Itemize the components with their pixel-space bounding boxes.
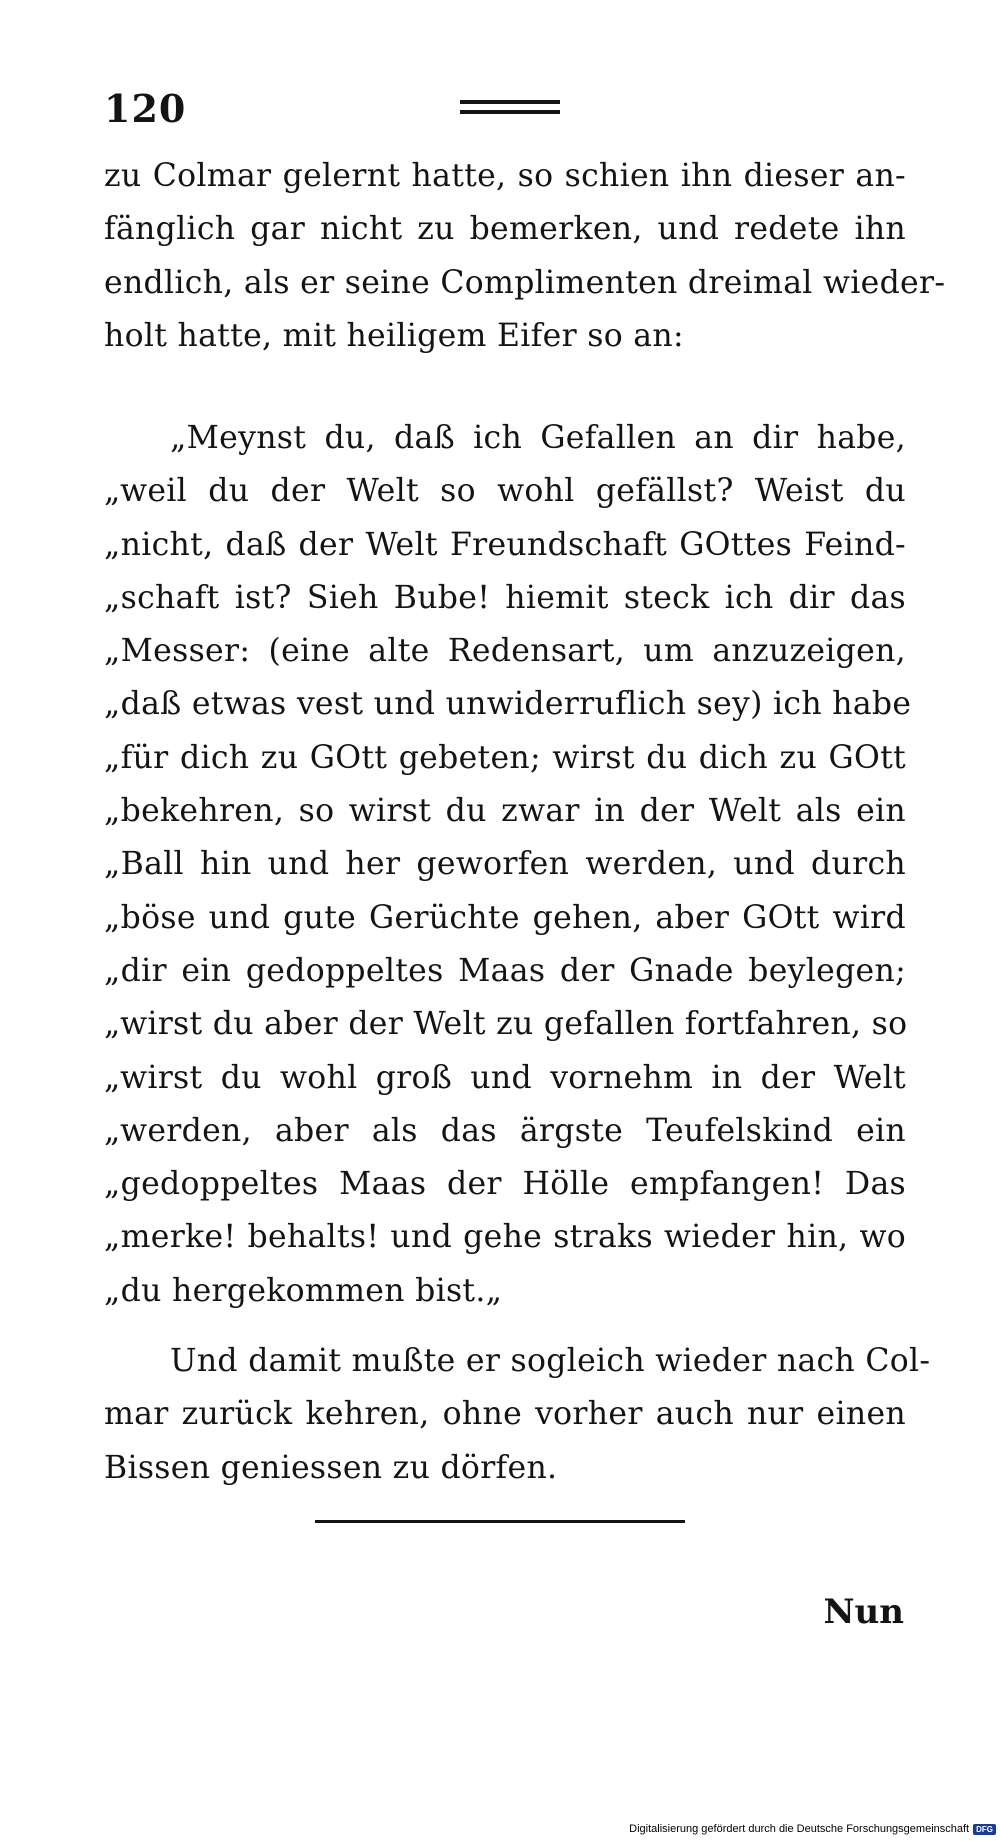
closing-rule	[315, 1520, 685, 1523]
text-line: „Meynst du, daß ich Gefallen an dir habe,	[170, 420, 906, 456]
text-line: „du hergekommen bist.„	[104, 1272, 503, 1309]
text-line: „gedoppeltes Maas der Hölle empfangen! Das	[104, 1166, 906, 1203]
text-line: „für dich zu GOtt gebeten; wirst du dich zu GOtt	[104, 739, 906, 776]
text-line: „daß etwas vest und unwiderruflich sey) ich habe	[104, 686, 912, 723]
text-line: „Ball hin und her geworfen werden, und durch	[104, 846, 906, 883]
text-line: zu Colmar gelernt hatte, so schien ihn dieser an-	[104, 158, 906, 194]
text-line: endlich, als er seine Complimenten dreimal wieder-	[104, 264, 946, 301]
catchword: Nun	[823, 1592, 904, 1632]
text-line: „Messer: (eine alte Redensart, um anzuzeigen,	[104, 633, 906, 670]
text-line: „nicht, daß der Welt Freundschaft GOttes Feind-	[104, 526, 906, 563]
text-line: „bekehren, so wirst du zwar in der Welt als ein	[104, 793, 906, 830]
text-line: „dir ein gedoppeltes Maas der Gnade beylegen;	[104, 952, 906, 989]
text-line: „schaft ist? Sieh Bube! hiemit steck ich dir das	[104, 579, 906, 616]
footer-credit	[629, 1823, 996, 1835]
text-line: „weil du der Welt so wohl gefällst? Weist du	[104, 473, 906, 510]
paragraph-1	[104, 150, 946, 363]
paragraph-2-quote	[104, 412, 912, 1318]
text-line: Bissen geniessen zu dörfen.	[104, 1449, 558, 1486]
text-line: „wirst du aber der Welt zu gefallen fortfahren, so	[104, 1006, 908, 1043]
paragraph-3	[104, 1335, 931, 1495]
text-line: holt hatte, mit heiligem Eifer so an:	[104, 317, 684, 354]
text-line: „böse und gute Gerüchte gehen, aber GOtt wird	[104, 899, 906, 936]
text-line: fänglich gar nicht zu bemerken, und redete ihn	[104, 211, 906, 248]
dfg-logo-icon: DFG	[973, 1824, 996, 1835]
text-line: „wirst du wohl groß und vornehm in der Welt	[104, 1059, 906, 1096]
text-line: „merke! behalts! und gehe straks wieder hin, wo	[104, 1219, 906, 1256]
header-ornament-rule	[460, 100, 560, 120]
text-line: „werden, aber als das ärgste Teufelskind ein	[104, 1112, 906, 1149]
page-number: 120	[104, 86, 187, 131]
footer-credit-text: Digitalisierung gefördert durch die Deutsche Forschungsgemeinschaft	[629, 1823, 970, 1835]
text-line: mar zurück kehren, ohne vorher auch nur einen	[104, 1396, 906, 1433]
text-line: Und damit mußte er sogleich wieder nach Col-	[170, 1343, 931, 1379]
